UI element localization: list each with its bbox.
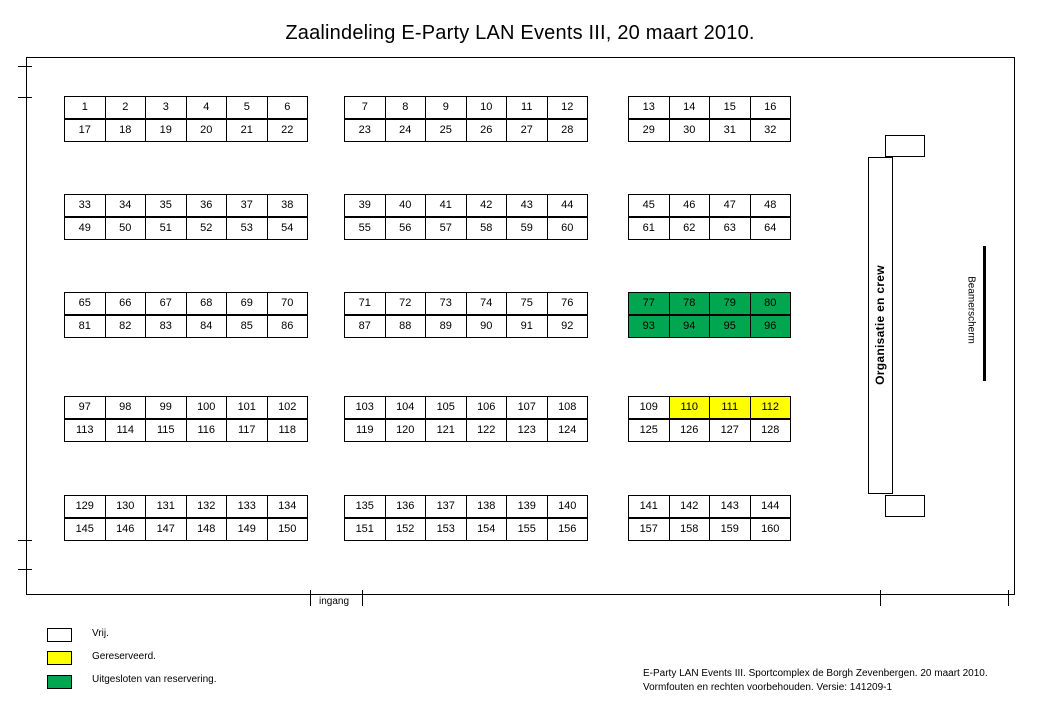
seat-cell[interactable]: 53 bbox=[227, 218, 268, 240]
wall-tick bbox=[18, 97, 32, 98]
seat-row bbox=[64, 419, 308, 442]
seat-cell[interactable]: 139 bbox=[507, 496, 548, 518]
seat-cell[interactable]: 160 bbox=[751, 519, 792, 541]
seat-cell[interactable]: 123 bbox=[507, 420, 548, 442]
seat-cell[interactable]: 94 bbox=[670, 316, 711, 338]
seat-cell[interactable]: 32 bbox=[751, 120, 792, 142]
seat-row bbox=[344, 119, 588, 142]
seat-cell[interactable]: 54 bbox=[268, 218, 309, 240]
seat-cell[interactable]: 31 bbox=[710, 120, 751, 142]
seat-block bbox=[628, 396, 791, 442]
seat-cell[interactable]: 105 bbox=[426, 397, 467, 419]
seat-row bbox=[628, 518, 791, 541]
seat-cell[interactable]: 21 bbox=[227, 120, 268, 142]
seat-cell[interactable]: 144 bbox=[751, 496, 792, 518]
seat-block bbox=[628, 292, 791, 338]
seat-cell[interactable]: 115 bbox=[146, 420, 187, 442]
seat-block bbox=[344, 194, 588, 240]
seat-cell[interactable]: 121 bbox=[426, 420, 467, 442]
seat-cell[interactable]: 79 bbox=[710, 293, 751, 315]
entrance-tick bbox=[310, 590, 311, 606]
seat-cell[interactable]: 3 bbox=[146, 97, 187, 119]
seat-cell[interactable]: 80 bbox=[751, 293, 792, 315]
seat-cell[interactable]: 75 bbox=[507, 293, 548, 315]
seat-cell[interactable]: 16 bbox=[751, 97, 792, 119]
legend-label-reserved: Gereserveerd. bbox=[92, 651, 156, 662]
seat-row bbox=[64, 518, 308, 541]
legend-swatch-reserved bbox=[47, 651, 72, 665]
seat-cell[interactable]: 1 bbox=[65, 97, 106, 119]
seat-cell[interactable]: 153 bbox=[426, 519, 467, 541]
seat-cell[interactable]: 2 bbox=[106, 97, 147, 119]
seat-cell[interactable]: 92 bbox=[548, 316, 589, 338]
seat-block bbox=[64, 396, 308, 442]
seat-cell[interactable]: 44 bbox=[548, 195, 589, 217]
seat-cell[interactable]: 58 bbox=[467, 218, 508, 240]
seat-block bbox=[628, 495, 791, 541]
seat-cell[interactable]: 48 bbox=[751, 195, 792, 217]
seat-cell[interactable]: 113 bbox=[65, 420, 106, 442]
seat-cell[interactable]: 47 bbox=[710, 195, 751, 217]
seat-cell[interactable]: 106 bbox=[467, 397, 508, 419]
seat-cell[interactable]: 11 bbox=[507, 97, 548, 119]
seat-cell[interactable]: 49 bbox=[65, 218, 106, 240]
wall-tick bbox=[18, 66, 32, 67]
seat-row bbox=[64, 194, 308, 217]
seat-row bbox=[64, 119, 308, 142]
seat-cell[interactable]: 13 bbox=[629, 97, 670, 119]
seat-cell[interactable]: 84 bbox=[187, 316, 228, 338]
seat-cell[interactable]: 158 bbox=[670, 519, 711, 541]
seat-block bbox=[64, 194, 308, 240]
seat-cell[interactable]: 155 bbox=[507, 519, 548, 541]
seat-cell[interactable]: 5 bbox=[227, 97, 268, 119]
seat-cell[interactable]: 140 bbox=[548, 496, 589, 518]
seat-cell[interactable]: 114 bbox=[106, 420, 147, 442]
seat-cell[interactable]: 99 bbox=[146, 397, 187, 419]
seat-row bbox=[628, 495, 791, 518]
seat-cell[interactable]: 33 bbox=[65, 195, 106, 217]
seat-row bbox=[344, 96, 588, 119]
seat-cell[interactable]: 26 bbox=[467, 120, 508, 142]
seat-row bbox=[64, 495, 308, 518]
seat-row bbox=[344, 396, 588, 419]
seat-cell[interactable]: 145 bbox=[65, 519, 106, 541]
seat-cell[interactable]: 52 bbox=[187, 218, 228, 240]
seat-cell[interactable]: 35 bbox=[146, 195, 187, 217]
seat-cell[interactable]: 55 bbox=[345, 218, 386, 240]
seat-cell[interactable]: 59 bbox=[507, 218, 548, 240]
seat-cell[interactable]: 12 bbox=[548, 97, 589, 119]
seat-row bbox=[344, 194, 588, 217]
seat-cell[interactable]: 147 bbox=[146, 519, 187, 541]
seat-cell[interactable]: 29 bbox=[629, 120, 670, 142]
stage-label: Organisatie en crew bbox=[873, 265, 887, 385]
seat-cell[interactable]: 127 bbox=[710, 420, 751, 442]
seat-cell[interactable]: 22 bbox=[268, 120, 309, 142]
seat-cell[interactable]: 25 bbox=[426, 120, 467, 142]
seat-cell[interactable]: 118 bbox=[268, 420, 309, 442]
seat-cell[interactable]: 73 bbox=[426, 293, 467, 315]
seat-row bbox=[628, 396, 791, 419]
seat-cell[interactable]: 85 bbox=[227, 316, 268, 338]
seat-cell[interactable]: 143 bbox=[710, 496, 751, 518]
seat-cell[interactable]: 39 bbox=[345, 195, 386, 217]
seat-cell[interactable]: 89 bbox=[426, 316, 467, 338]
seat-cell[interactable]: 67 bbox=[146, 293, 187, 315]
seat-cell[interactable]: 7 bbox=[345, 97, 386, 119]
seat-block bbox=[344, 495, 588, 541]
seat-cell[interactable]: 102 bbox=[268, 397, 309, 419]
seat-cell[interactable]: 104 bbox=[386, 397, 427, 419]
seat-cell[interactable]: 6 bbox=[268, 97, 309, 119]
seat-block bbox=[628, 194, 791, 240]
seat-cell[interactable]: 129 bbox=[65, 496, 106, 518]
seat-cell[interactable]: 28 bbox=[548, 120, 589, 142]
seat-cell[interactable]: 14 bbox=[670, 97, 711, 119]
seat-cell[interactable]: 45 bbox=[629, 195, 670, 217]
page-title: Zaalindeling E-Party LAN Events III, 20 maart 2010. bbox=[285, 22, 755, 44]
seat-row bbox=[628, 194, 791, 217]
beamer-screen bbox=[983, 246, 986, 381]
seat-cell[interactable]: 66 bbox=[106, 293, 147, 315]
seat-cell[interactable]: 74 bbox=[467, 293, 508, 315]
seat-cell[interactable]: 141 bbox=[629, 496, 670, 518]
seat-cell[interactable]: 117 bbox=[227, 420, 268, 442]
seat-cell[interactable]: 111 bbox=[710, 397, 751, 419]
seat-row bbox=[344, 518, 588, 541]
seat-row bbox=[64, 396, 308, 419]
seat-cell[interactable]: 132 bbox=[187, 496, 228, 518]
seat-cell[interactable]: 15 bbox=[710, 97, 751, 119]
seat-cell[interactable]: 36 bbox=[187, 195, 228, 217]
seat-cell[interactable]: 8 bbox=[386, 97, 427, 119]
seat-cell[interactable]: 126 bbox=[670, 420, 711, 442]
footer-line-2: Vormfouten en rechten voorbehouden. Versie: 141209-1 bbox=[643, 682, 893, 693]
seat-cell[interactable]: 27 bbox=[507, 120, 548, 142]
seat-cell[interactable]: 112 bbox=[751, 397, 792, 419]
seat-cell[interactable]: 87 bbox=[345, 316, 386, 338]
seat-cell[interactable]: 151 bbox=[345, 519, 386, 541]
seat-cell[interactable]: 43 bbox=[507, 195, 548, 217]
seat-cell[interactable]: 38 bbox=[268, 195, 309, 217]
seat-cell[interactable]: 82 bbox=[106, 316, 147, 338]
seat-cell[interactable]: 150 bbox=[268, 519, 309, 541]
seat-cell[interactable]: 146 bbox=[106, 519, 147, 541]
legend-label-free: Vrij. bbox=[92, 628, 109, 639]
seat-cell[interactable]: 23 bbox=[345, 120, 386, 142]
seat-cell[interactable]: 125 bbox=[629, 420, 670, 442]
seat-cell[interactable]: 136 bbox=[386, 496, 427, 518]
entrance-tick bbox=[362, 590, 363, 606]
seat-cell[interactable]: 24 bbox=[386, 120, 427, 142]
beamer-label: Beamerscherm bbox=[965, 276, 977, 344]
seat-cell[interactable]: 157 bbox=[629, 519, 670, 541]
seat-row bbox=[628, 119, 791, 142]
seat-cell[interactable]: 50 bbox=[106, 218, 147, 240]
seat-row bbox=[628, 217, 791, 240]
wall-tick bbox=[1008, 590, 1009, 606]
seat-cell[interactable]: 65 bbox=[65, 293, 106, 315]
seat-row bbox=[64, 315, 308, 338]
seat-block bbox=[64, 96, 308, 142]
seat-cell[interactable]: 60 bbox=[548, 218, 589, 240]
seat-cell[interactable]: 119 bbox=[345, 420, 386, 442]
seat-cell[interactable]: 34 bbox=[106, 195, 147, 217]
seat-cell[interactable]: 103 bbox=[345, 397, 386, 419]
seat-cell[interactable]: 77 bbox=[629, 293, 670, 315]
seat-cell[interactable]: 40 bbox=[386, 195, 427, 217]
seat-cell[interactable]: 71 bbox=[345, 293, 386, 315]
seat-block bbox=[344, 396, 588, 442]
seat-cell[interactable]: 41 bbox=[426, 195, 467, 217]
seat-cell[interactable]: 135 bbox=[345, 496, 386, 518]
seat-cell[interactable]: 10 bbox=[467, 97, 508, 119]
seat-cell[interactable]: 18 bbox=[106, 120, 147, 142]
seat-cell[interactable]: 154 bbox=[467, 519, 508, 541]
legend-swatch-free bbox=[47, 628, 72, 642]
footer-line-1: E-Party LAN Events III. Sportcomplex de Borgh Zevenbergen. 20 maart 2010. bbox=[643, 668, 988, 679]
seat-cell[interactable]: 90 bbox=[467, 316, 508, 338]
seat-cell[interactable]: 110 bbox=[670, 397, 711, 419]
seat-cell[interactable]: 120 bbox=[386, 420, 427, 442]
legend-label-excluded: Uitgesloten van reservering. bbox=[92, 674, 217, 685]
seat-row bbox=[628, 419, 791, 442]
seat-cell[interactable]: 134 bbox=[268, 496, 309, 518]
seat-cell[interactable]: 81 bbox=[65, 316, 106, 338]
seat-cell[interactable]: 56 bbox=[386, 218, 427, 240]
seat-cell[interactable]: 116 bbox=[187, 420, 228, 442]
seat-block bbox=[344, 292, 588, 338]
seat-cell[interactable]: 96 bbox=[751, 316, 792, 338]
seat-cell[interactable]: 88 bbox=[386, 316, 427, 338]
wall-tick bbox=[18, 540, 32, 541]
seat-cell[interactable]: 95 bbox=[710, 316, 751, 338]
seat-block bbox=[64, 292, 308, 338]
seat-cell[interactable]: 93 bbox=[629, 316, 670, 338]
seat-row bbox=[628, 315, 791, 338]
seat-cell[interactable]: 83 bbox=[146, 316, 187, 338]
seat-cell[interactable]: 78 bbox=[670, 293, 711, 315]
seat-row bbox=[628, 96, 791, 119]
seat-cell[interactable]: 86 bbox=[268, 316, 309, 338]
wall-tick bbox=[18, 569, 32, 570]
seat-cell[interactable]: 152 bbox=[386, 519, 427, 541]
legend-swatch-excluded bbox=[47, 675, 72, 689]
seat-cell[interactable]: 122 bbox=[467, 420, 508, 442]
seat-row bbox=[64, 217, 308, 240]
seat-cell[interactable]: 142 bbox=[670, 496, 711, 518]
seat-cell[interactable]: 131 bbox=[146, 496, 187, 518]
seat-cell[interactable]: 9 bbox=[426, 97, 467, 119]
seat-cell[interactable]: 124 bbox=[548, 420, 589, 442]
seat-block bbox=[344, 96, 588, 142]
wall-tick bbox=[880, 590, 881, 606]
seat-cell[interactable]: 30 bbox=[670, 120, 711, 142]
seat-cell[interactable]: 64 bbox=[751, 218, 792, 240]
seat-cell[interactable]: 109 bbox=[629, 397, 670, 419]
seat-row bbox=[64, 292, 308, 315]
seat-row bbox=[344, 315, 588, 338]
seat-cell[interactable]: 130 bbox=[106, 496, 147, 518]
seat-cell[interactable]: 51 bbox=[146, 218, 187, 240]
seat-block bbox=[64, 495, 308, 541]
seat-cell[interactable]: 128 bbox=[751, 420, 792, 442]
seat-cell[interactable]: 4 bbox=[187, 97, 228, 119]
seat-cell[interactable]: 76 bbox=[548, 293, 589, 315]
seat-cell[interactable]: 19 bbox=[146, 120, 187, 142]
seat-row bbox=[344, 495, 588, 518]
seat-cell[interactable]: 101 bbox=[227, 397, 268, 419]
seat-cell[interactable]: 17 bbox=[65, 120, 106, 142]
seat-cell[interactable]: 20 bbox=[187, 120, 228, 142]
seat-cell[interactable]: 61 bbox=[629, 218, 670, 240]
seat-cell[interactable]: 37 bbox=[227, 195, 268, 217]
seat-cell[interactable]: 69 bbox=[227, 293, 268, 315]
seat-cell[interactable]: 46 bbox=[670, 195, 711, 217]
seat-cell[interactable]: 107 bbox=[507, 397, 548, 419]
seat-cell[interactable]: 97 bbox=[65, 397, 106, 419]
seat-cell[interactable]: 137 bbox=[426, 496, 467, 518]
seat-row bbox=[628, 292, 791, 315]
seat-block bbox=[628, 96, 791, 142]
seat-cell[interactable]: 148 bbox=[187, 519, 228, 541]
seat-row bbox=[344, 419, 588, 442]
seat-cell[interactable]: 63 bbox=[710, 218, 751, 240]
seat-cell[interactable]: 62 bbox=[670, 218, 711, 240]
seat-cell[interactable]: 159 bbox=[710, 519, 751, 541]
stage-cap-bottom bbox=[885, 495, 925, 517]
seat-cell[interactable]: 70 bbox=[268, 293, 309, 315]
seat-cell[interactable]: 100 bbox=[187, 397, 228, 419]
seat-row bbox=[344, 292, 588, 315]
seat-cell[interactable]: 57 bbox=[426, 218, 467, 240]
seat-cell[interactable]: 91 bbox=[507, 316, 548, 338]
seat-cell[interactable]: 138 bbox=[467, 496, 508, 518]
entrance-label: ingang bbox=[319, 596, 350, 607]
seat-cell[interactable]: 108 bbox=[548, 397, 589, 419]
stage-cap-top bbox=[885, 135, 925, 157]
seat-row bbox=[64, 96, 308, 119]
seat-cell[interactable]: 156 bbox=[548, 519, 589, 541]
seat-cell[interactable]: 133 bbox=[227, 496, 268, 518]
seat-cell[interactable]: 72 bbox=[386, 293, 427, 315]
seat-cell[interactable]: 98 bbox=[106, 397, 147, 419]
seat-row bbox=[344, 217, 588, 240]
seat-cell[interactable]: 149 bbox=[227, 519, 268, 541]
seat-cell[interactable]: 42 bbox=[467, 195, 508, 217]
seat-cell[interactable]: 68 bbox=[187, 293, 228, 315]
